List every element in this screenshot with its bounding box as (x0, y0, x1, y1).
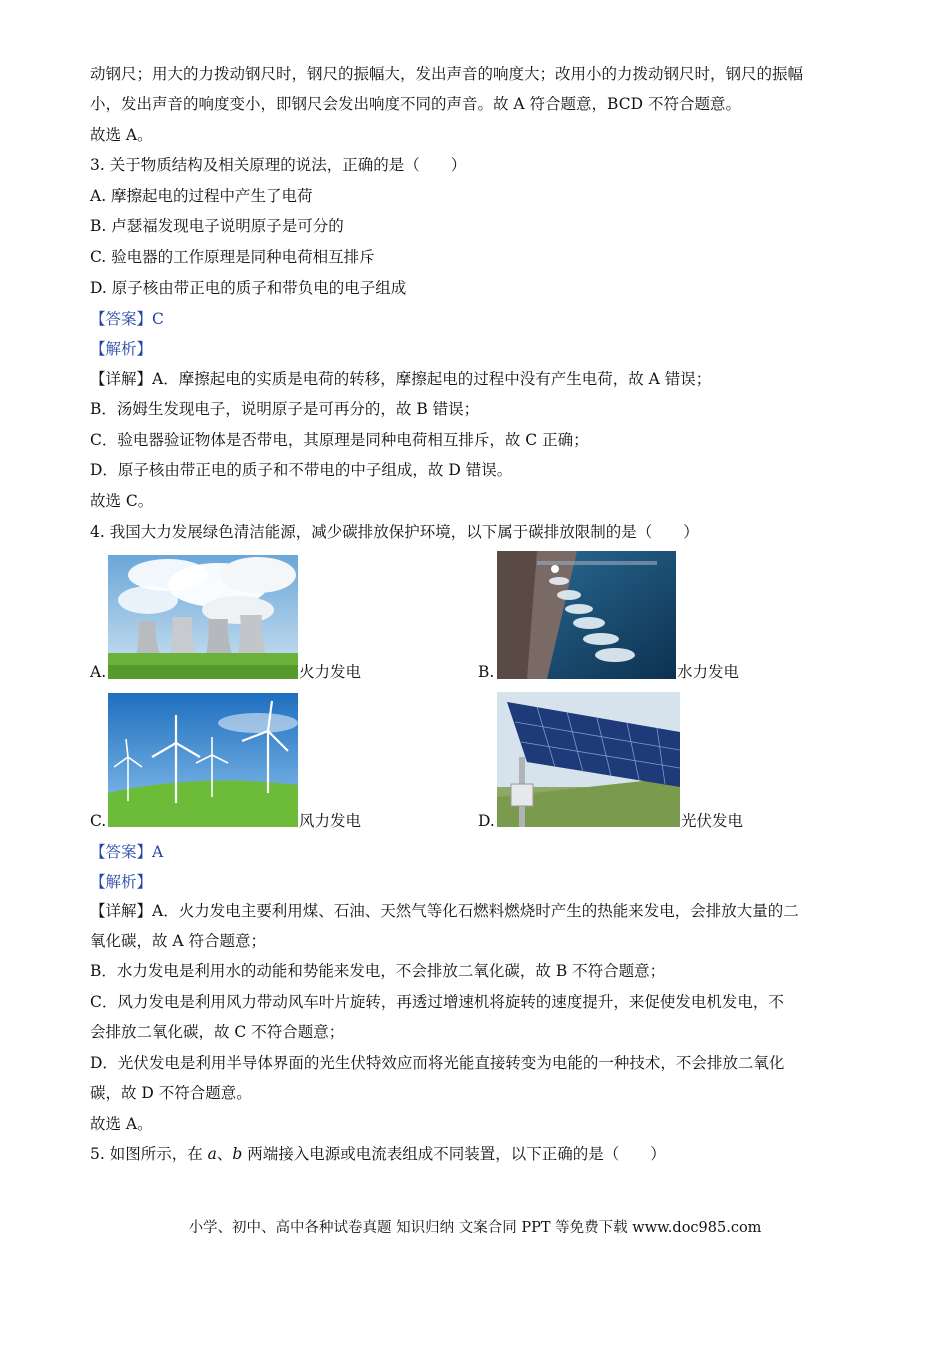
q5-stem-after: 两端接入电源或电流表组成不同装置，以下正确的是（ ） (242, 1145, 666, 1163)
page-footer: 小学、初中、高中各种试卷真题 知识归纳 文案合同 PPT 等免费下载 www.doc985.com (188, 1220, 762, 1236)
q4-detail-1: 【详解】A．火力发电主要利用煤、石油、天然气等化石燃料燃烧时产生的热能来发电，会排放大量的二 (90, 902, 799, 920)
q5-var-b: b (232, 1145, 243, 1163)
q4-option-d-caption: 光伏发电 (681, 812, 744, 830)
q4-option-a-caption: 火力发电 (299, 663, 362, 681)
q4-option-b-letter: B. (478, 663, 495, 681)
q3-detail-3: C．验电器验证物体是否带电，其原理是同种电荷相互排斥，故 C 正确； (90, 431, 589, 449)
prev-conclusion: 故选 A。 (90, 126, 153, 144)
q4-option-b-caption: 水力发电 (677, 663, 740, 681)
q4-detail-2: 氧化碳，故 A 符合题意； (90, 932, 267, 950)
q3-option-b: B. 卢瑟福发现电子说明原子是可分的 (90, 217, 344, 235)
q4-detail-3: B．水力发电是利用水的动能和势能来发电，不会排放二氧化碳，故 B 不符合题意； (90, 962, 666, 980)
prev-line-1: 动钢尺；用大的力拨动钢尺时，钢尺的振幅大，发出声音的响度大；改用小的力拨动钢尺时，钢尺的振幅 (90, 65, 804, 83)
hydropower-image (497, 551, 676, 679)
q4-option-c-caption: 风力发电 (299, 812, 362, 830)
q4-detail-6: D．光伏发电是利用半导体界面的光生伏特效应而将光能直接转变为电能的一种技术，不会排放二氧化 (90, 1054, 785, 1072)
prev-line-2: 小，发出声音的响度变小，即钢尺会发出响度不同的声音。故 A 符合题意，BCD 不符合题意。 (90, 95, 741, 113)
q4-detail-7: 碳，故 D 不符合题意。 (90, 1084, 252, 1102)
q3-answer: 【答案】C (90, 310, 164, 328)
q4-analysis-heading: 【解析】 (90, 873, 153, 891)
q4-conclusion: 故选 A。 (90, 1115, 153, 1133)
wind-power-image (108, 693, 298, 827)
q5-stem-mid: 、 (216, 1145, 233, 1163)
q3-option-c: C. 验电器的工作原理是同种电荷相互排斥 (90, 248, 375, 266)
q3-conclusion: 故选 C。 (90, 492, 154, 510)
q3-option-a: A. 摩擦起电的过程中产生了电荷 (90, 187, 313, 205)
q3-stem: 3. 关于物质结构及相关原理的说法，正确的是（ ） (90, 156, 467, 174)
q4-option-a-letter: A. (90, 663, 107, 681)
q3-option-d: D. 原子核由带正电的质子和带负电的电子组成 (90, 279, 407, 297)
q5-var-a: a (207, 1145, 217, 1163)
q4-option-c-letter: C. (90, 812, 107, 830)
q4-answer: 【答案】A (90, 843, 164, 861)
q4-detail-5: 会排放二氧化碳，故 C 不符合题意； (90, 1023, 345, 1041)
thermal-power-image (108, 555, 298, 679)
q3-detail-2: B．汤姆生发现电子，说明原子是可再分的，故 B 错误； (90, 400, 480, 418)
q5-stem (90, 1144, 666, 1164)
q4-stem: 4. 我国大力发展绿色清洁能源，减少碳排放保护环境，以下属于碳排放限制的是（ ） (90, 523, 699, 541)
q3-analysis-heading: 【解析】 (90, 340, 153, 358)
q5-stem-before: 5. 如图所示，在 (90, 1145, 208, 1163)
q3-detail-4: D．原子核由带正电的质子和不带电的中子组成，故 D 错误。 (90, 461, 513, 479)
q3-detail-1: 【详解】A．摩擦起电的实质是电荷的转移，摩擦起电的过程中没有产生电荷，故 A 错误； (90, 370, 712, 388)
q4-option-d-letter: D. (478, 812, 495, 830)
q4-detail-4: C．风力发电是利用风力带动风车叶片旋转，再透过增速机将旋转的速度提升，来促使发电机发电，不 (90, 993, 784, 1011)
photovoltaic-image (497, 692, 680, 827)
